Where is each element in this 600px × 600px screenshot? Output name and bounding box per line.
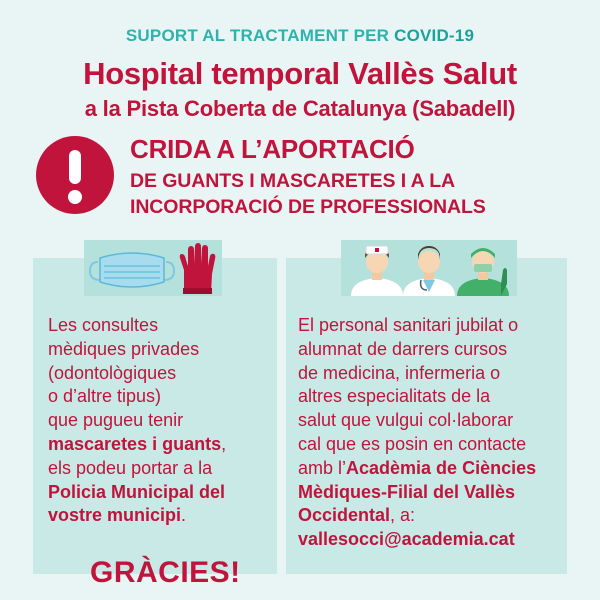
left-line-1: Les consultes (48, 315, 159, 335)
nurse-icon (351, 246, 403, 296)
right-line-8: Mèdiques-Filial del Vallès (298, 481, 516, 502)
header-kicker (0, 26, 600, 46)
right-icon-band (341, 240, 517, 296)
glove-icon (180, 243, 216, 294)
left-line-4: o d’altre tipus) (48, 386, 162, 407)
left-line-2: mèdiques privades (48, 338, 200, 359)
kicker-covid: COVID-19 (394, 26, 475, 45)
kicker-prefix: SUPORT AL TRACTAMENT PER (125, 26, 390, 45)
right-line-7: amb l’Acadèmia de Ciències (298, 457, 537, 478)
left-line-6: mascaretes i guants, (48, 433, 227, 454)
thanks-text: GRÀCIES! (90, 556, 241, 589)
left-line-3: (odontològiques (48, 362, 177, 383)
doctor-icon (403, 246, 455, 296)
callout-line-2: DE GUANTS I MASCARETES I A LA (130, 170, 456, 192)
right-line-5: salut que vulgui col·laborar (298, 410, 514, 431)
contact-email: vallesocci@academia.cat (298, 529, 515, 550)
face-mask-icon (90, 253, 174, 287)
exclamation-icon (36, 136, 114, 214)
left-line-7: els podeu portar a la (48, 457, 213, 478)
left-line-8: Policia Municipal del (48, 481, 226, 502)
left-line-5: que pugueu tenir (48, 410, 184, 431)
page-subtitle: a la Pista Coberta de Catalunya (Sabadell) (84, 96, 516, 121)
right-line-6: cal que es posin en contacte (298, 433, 527, 454)
left-panel-text (48, 314, 268, 528)
masks-gloves-emphasis: mascaretes i guants (48, 433, 222, 454)
right-line-3: de medicina, infermeria o (298, 362, 501, 383)
left-line-9: vostre municipi. (48, 505, 187, 526)
right-line-4: altres especialitats de la (298, 386, 491, 407)
right-line-1: El personal sanitari jubilat o (298, 315, 519, 335)
right-line-2: alumnat de darrers cursos (298, 338, 508, 359)
surgeon-icon (457, 248, 509, 296)
page-title: Hospital temporal Vallès Salut (83, 56, 517, 91)
right-line-9: Occidental, a: (298, 505, 416, 526)
callout-line-3: INCORPORACIÓ DE PROFESSIONALS (130, 196, 486, 218)
right-panel-text (298, 314, 560, 552)
callout-heading: CRIDA A L’APORTACIÓ (130, 134, 415, 164)
left-icon-band (84, 240, 222, 296)
